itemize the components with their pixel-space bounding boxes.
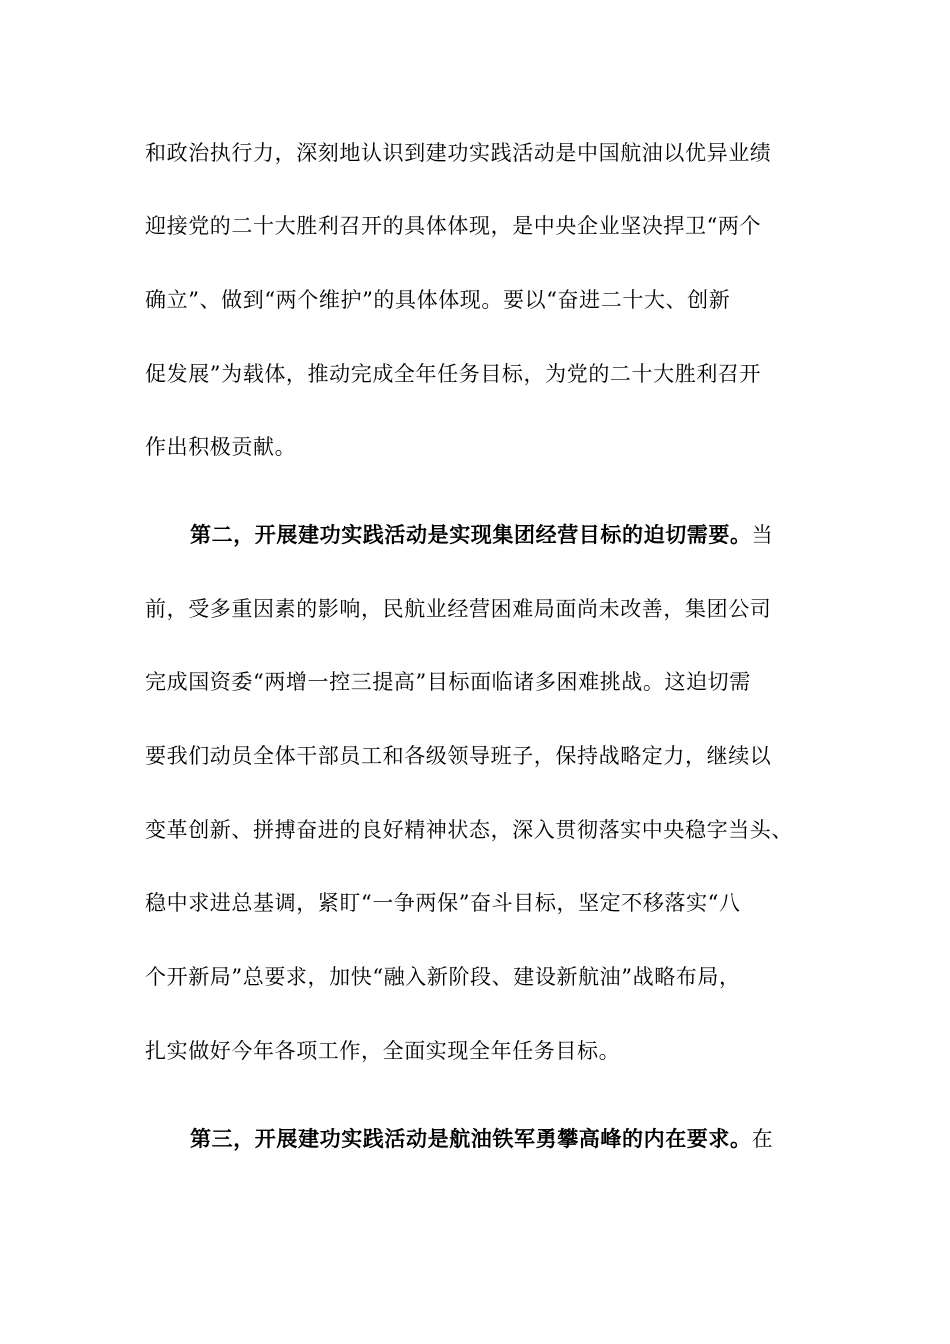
- text-line: 前，受多重因素的影响，民航业经营困难局面尚未改善，集团公司: [145, 597, 772, 621]
- text-line: 变革创新、拼搏奋进的良好精神状态，深入贯彻落实中央稳字当头、: [145, 818, 793, 842]
- heading-tail-text: 当: [751, 523, 774, 547]
- text-line: 要我们动员全体干部员工和各级领导班子，保持战略定力，继续以: [145, 744, 772, 768]
- heading-bold-text: 第二，开展建功实践活动是实现集团经营目标的迫切需要。: [190, 522, 752, 547]
- text-line: 和政治执行力，深刻地认识到建功实践活动是中国航油以优异业绩: [145, 141, 772, 165]
- text-line: 促发展”为载体，推动完成全年任务目标，为党的二十大胜利召开: [145, 362, 762, 386]
- text-line: 作出积极贡献。: [145, 435, 297, 459]
- text-line: 完成国资委“两增一控三提高”目标面临诸多困难挑战。这迫切需: [145, 670, 751, 694]
- text-line: 个开新局”总要求，加快“融入新阶段、建设新航油”战略布局，: [145, 965, 741, 989]
- text-line: 稳中求进总基调，紧盯“一争两保”奋斗目标，坚定不移落实“八: [145, 891, 741, 915]
- text-line: 扎实做好今年各项工作，全面实现全年任务目标。: [145, 1039, 621, 1063]
- paragraph-heading-3: [190, 1124, 870, 1154]
- heading-bold-text: 第三，开展建功实践活动是航油铁军勇攀高峰的内在要求。: [190, 1126, 752, 1151]
- paragraph-heading-2: [190, 520, 870, 550]
- text-line: 确立”、做到“两个维护”的具体体现。要以“奋进二十大、创新: [145, 288, 731, 312]
- text-line: 迎接党的二十大胜利召开的具体体现，是中央企业坚决捍卫“两个: [145, 214, 762, 238]
- heading-tail-text: 在: [751, 1127, 774, 1151]
